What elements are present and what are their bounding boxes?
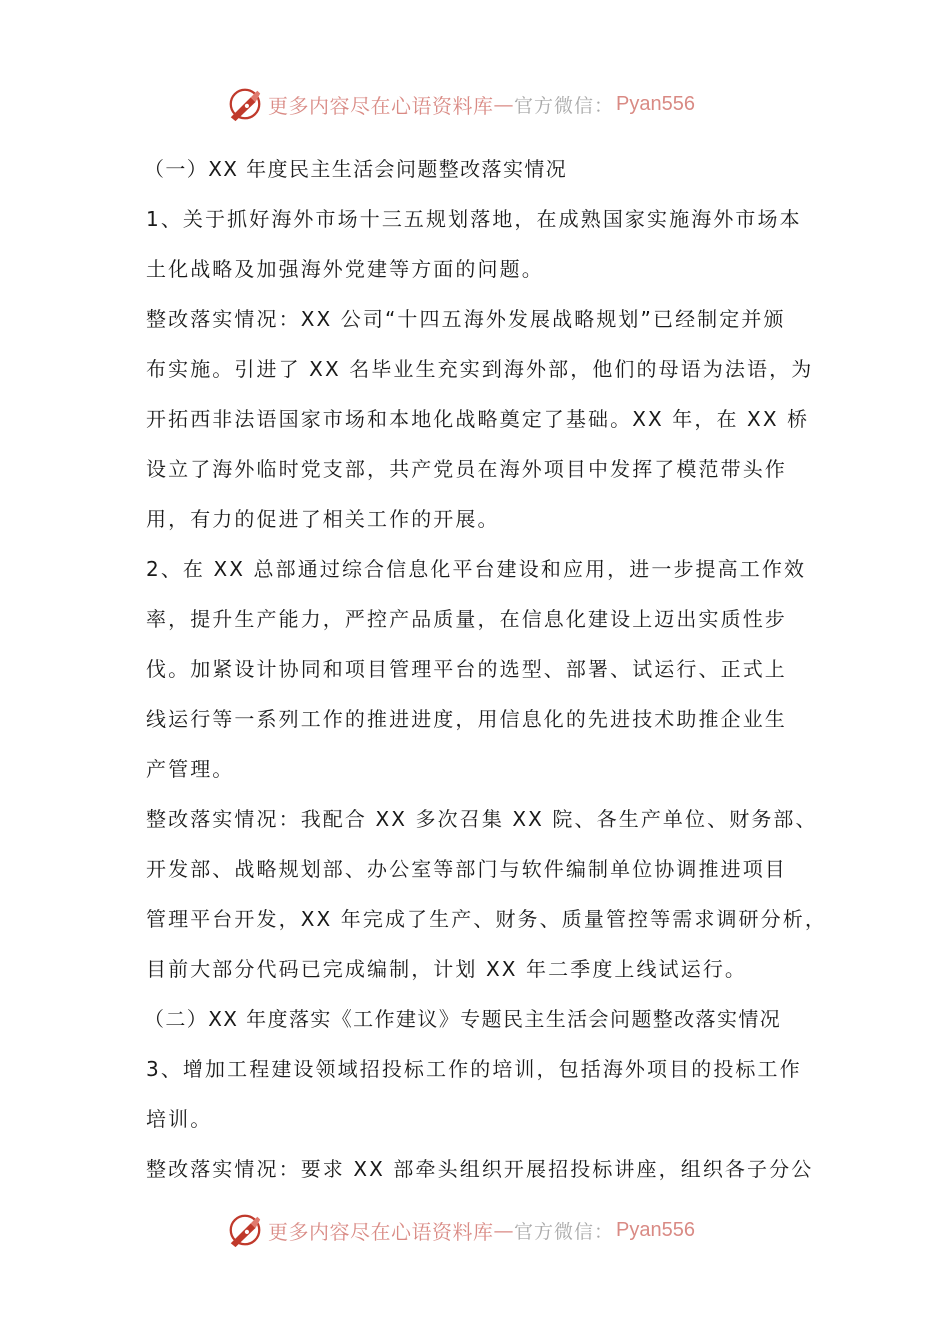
paragraph-line: 1、关于抓好海外市场十三五规划落地，在成熟国家实施海外市场本 xyxy=(146,207,802,231)
paragraph-line: 产管理。 xyxy=(146,757,235,781)
paragraph-line: 整改落实情况：我配合 XX 多次召集 XX 院、各生产单位、财务部、 xyxy=(146,807,818,831)
watermark-wechat-id: Pyan556 xyxy=(616,1218,695,1241)
paragraph-line: 3、增加工程建设领域招投标工作的培训，包括海外项目的投标工作 xyxy=(146,1057,802,1081)
paragraph-line: 用，有力的促进了相关工作的开展。 xyxy=(146,507,500,531)
paragraph-line: 开发部、战略规划部、办公室等部门与软件编制单位协调推进项目 xyxy=(146,857,787,881)
paragraph-line: 2、在 XX 总部通过综合信息化平台建设和应用，进一步提高工作效 xyxy=(146,557,807,581)
paragraph-line: 率，提升生产能力，严控产品质量，在信息化建设上迈出实质性步 xyxy=(146,607,787,631)
paragraph-line: 整改落实情况：要求 XX 部牵头组织开展招投标讲座，组织各子分公 xyxy=(146,1157,814,1181)
footer-watermark xyxy=(226,1210,746,1250)
paragraph-line: 培训。 xyxy=(146,1107,213,1131)
paragraph-line: 布实施。引进了 XX 名毕业生充实到海外部，他们的母语为法语，为 xyxy=(146,357,814,381)
paragraph-line: 设立了海外临时党支部，共产党员在海外项目中发挥了模范带头作 xyxy=(146,457,787,481)
watermark-dash: — xyxy=(493,92,514,116)
watermark-promo-text: 更多内容尽在心语资料库 xyxy=(268,1219,494,1244)
pen-nib-logo-icon xyxy=(226,85,264,123)
paragraph-line: 管理平台开发，XX 年完成了生产、财务、质量管控等需求调研分析， xyxy=(146,907,827,931)
header-watermark xyxy=(226,84,746,124)
paragraph-line: 目前大部分代码已完成编制，计划 XX 年二季度上线试运行。 xyxy=(146,957,748,981)
paragraph-line: 土化战略及加强海外党建等方面的问题。 xyxy=(146,257,544,281)
watermark-promo-text: 更多内容尽在心语资料库 xyxy=(268,93,494,118)
paragraph-line: 线运行等一系列工作的推进进度，用信息化的先进技术助推企业生 xyxy=(146,707,787,731)
paragraph-line: 开拓西非法语国家市场和本地化战略奠定了基础。XX 年，在 XX 桥 xyxy=(146,407,810,431)
section-heading-2: （二）XX 年度落实《工作建议》专题民主生活会问题整改落实情况 xyxy=(144,1007,782,1031)
watermark-dash: — xyxy=(493,1218,514,1242)
paragraph-line: 整改落实情况：XX 公司“十四五海外发展战略规划”已经制定并颁 xyxy=(146,307,786,331)
watermark-official-label: 官方微信： xyxy=(514,1220,615,1243)
section-heading-1: （一）XX 年度民主生活会问题整改落实情况 xyxy=(144,157,568,181)
pen-nib-logo-icon xyxy=(226,1211,264,1249)
watermark-wechat-id: Pyan556 xyxy=(616,92,695,115)
watermark-official-label: 官方微信： xyxy=(514,94,615,117)
document-body xyxy=(144,146,827,1196)
paragraph-line: 伐。加紧设计协同和项目管理平台的选型、部署、试运行、正式上 xyxy=(146,657,787,681)
